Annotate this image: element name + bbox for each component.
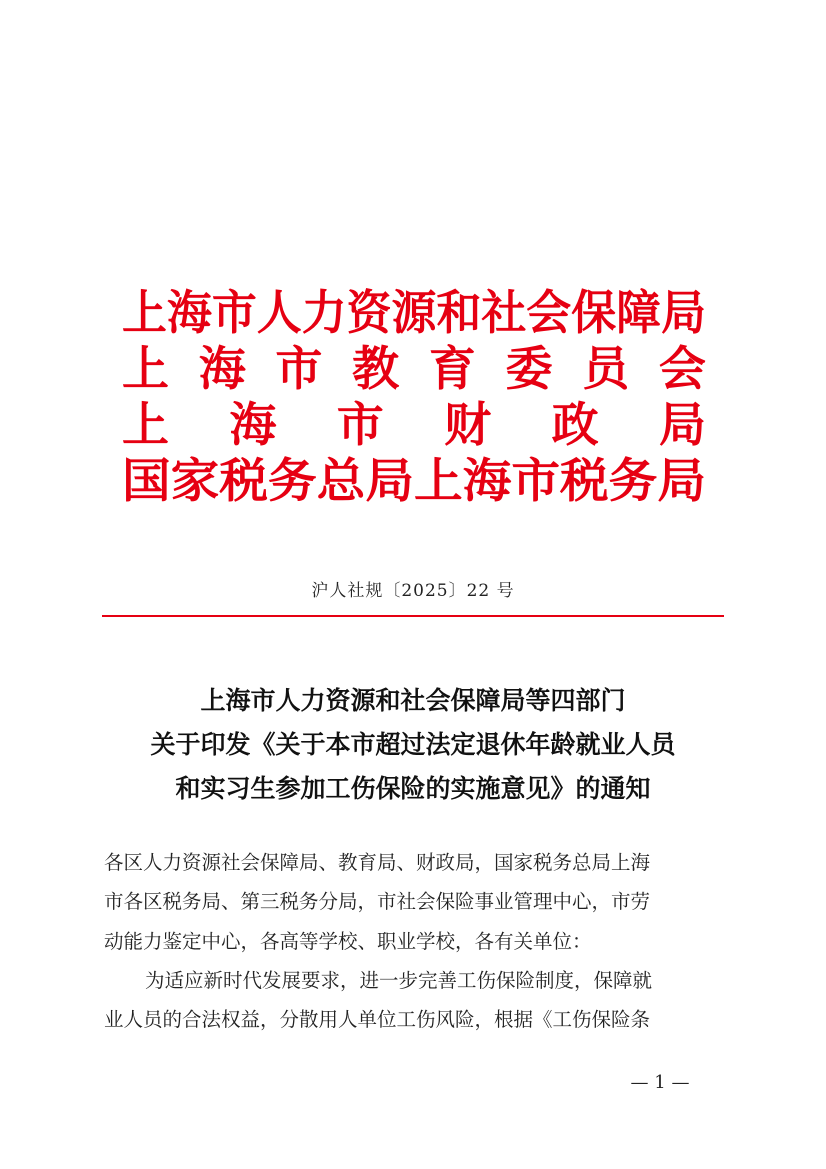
- issuer-character: 委: [505, 342, 553, 397]
- issuer-character: 上: [122, 342, 169, 397]
- title-line-1: 上海市人力资源和社会保障局等四部门: [200, 686, 626, 715]
- issuer-name: 国家税务总局上海市税务局: [122, 454, 706, 509]
- issuer-character: 政: [551, 398, 599, 453]
- addressee-line-3: 动能力鉴定中心，各高等学校、职业学校，各有关单位：: [104, 930, 592, 953]
- issuer-character: 教: [352, 342, 400, 397]
- issuer-character: 育: [428, 342, 476, 397]
- issuer-line-3: [122, 398, 706, 454]
- issuer-line-4: [122, 454, 706, 510]
- issuer-character: 市: [275, 342, 323, 397]
- document-number: 沪人社规〔2025〕22 号: [311, 581, 515, 601]
- issuer-character: 局: [658, 398, 706, 453]
- issuer-character: 员: [582, 342, 630, 397]
- issuer-line-1: [122, 286, 706, 342]
- issuer-line-2: [122, 342, 706, 398]
- title-line-3: 和实习生参加工伤保险的实施意见》的通知: [175, 774, 651, 803]
- issuer-character: 海: [229, 398, 277, 453]
- title-line-2: 关于印发《关于本市超过法定退休年龄就业人员: [150, 730, 676, 759]
- red-divider: [102, 615, 724, 617]
- issuer-character: 上: [122, 398, 169, 453]
- paragraph-line-2: 业人员的合法权益，分散用人单位工伤风险，根据《工伤保险条: [104, 1008, 651, 1031]
- issuer-character: 财: [444, 398, 492, 453]
- issuer-character: 市: [336, 398, 384, 453]
- addressee-line-1: 各区人力资源社会保障局、教育局、财政局，国家税务总局上海: [104, 851, 651, 874]
- issuer-name: 上海市人力资源和社会保障局: [122, 286, 706, 341]
- paragraph-line-1: 为适应新时代发展要求，进一步完善工伤保险制度，保障就: [145, 969, 653, 992]
- addressee-line-2: 市各区税务局、第三税务分局，市社会保险事业管理中心，市劳: [104, 890, 651, 913]
- issuer-character: 会: [658, 342, 706, 397]
- page-number: — 1 —: [630, 1072, 690, 1093]
- issuer-character: 海: [198, 342, 246, 397]
